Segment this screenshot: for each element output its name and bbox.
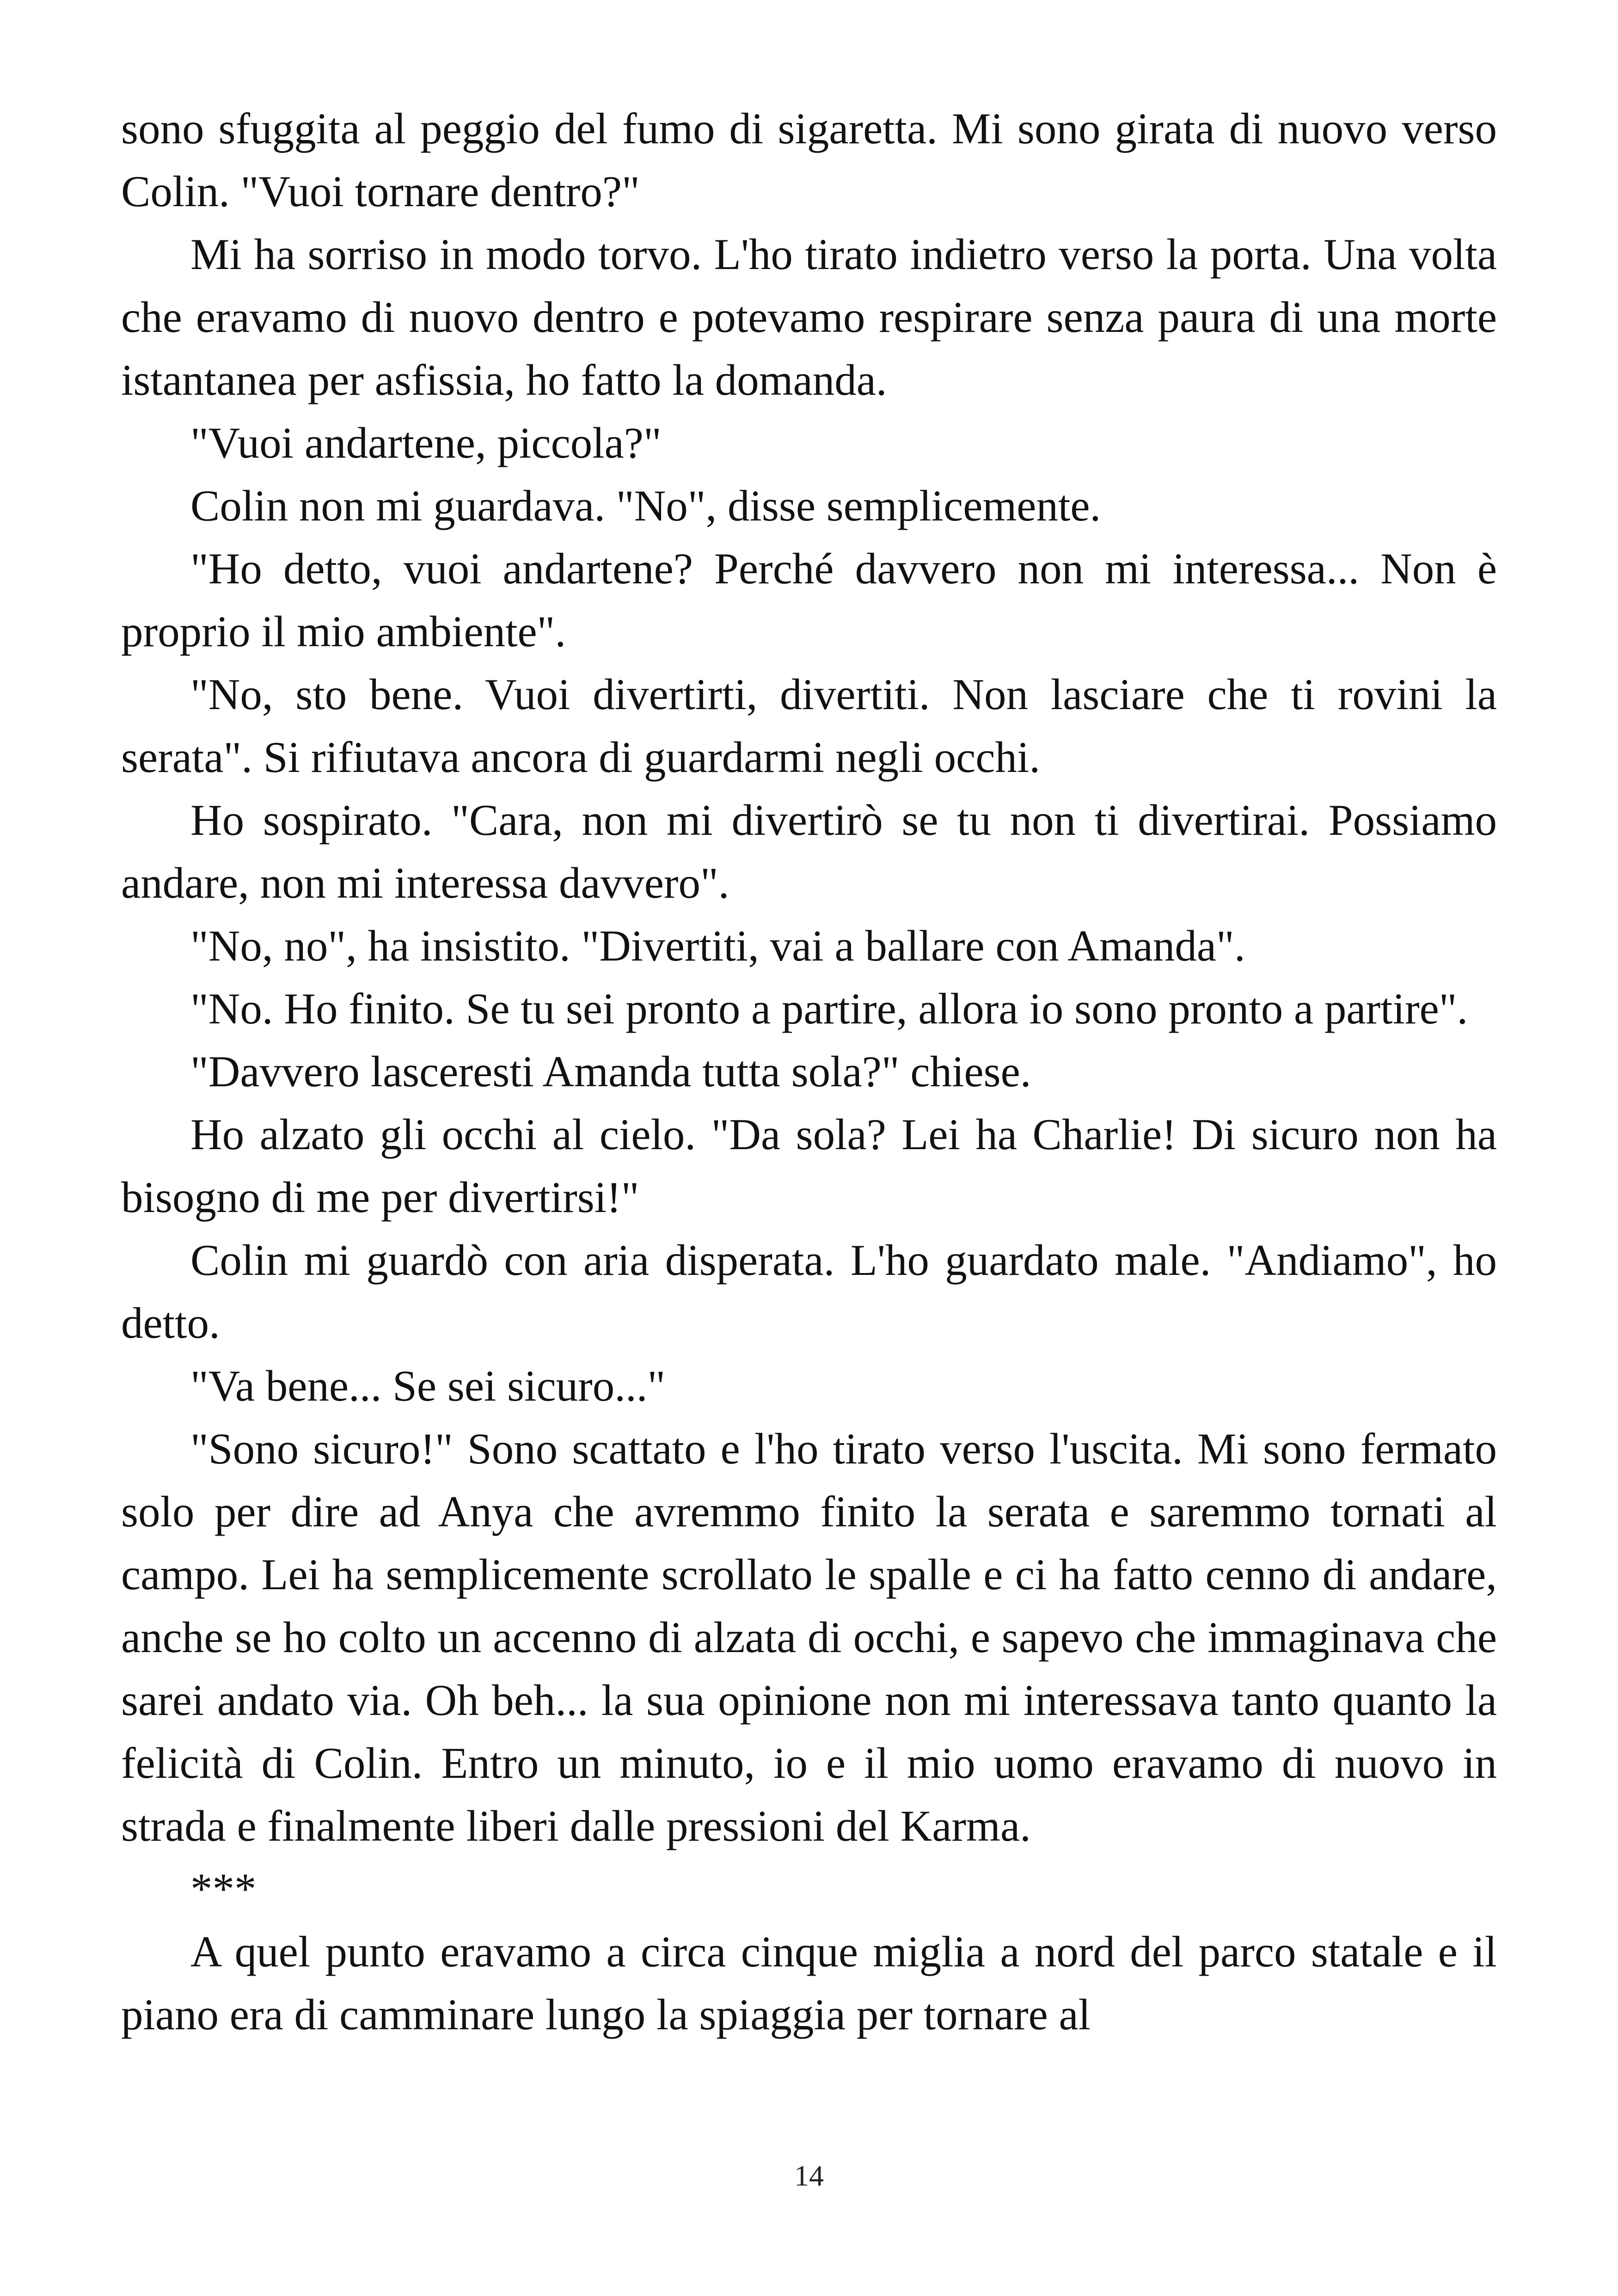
paragraph-5: "Ho detto, vuoi andartene? Perché davvero non mi interessa... Non è proprio il mio ambiente".: [121, 544, 1497, 656]
paragraph-9: "No. Ho finito. Se tu sei pronto a partire, allora io sono pronto a partire".: [190, 984, 1468, 1033]
paragraph-16: A quel punto eravamo a circa cinque miglia a nord del parco statale e il piano era di camminare lungo la spiaggia per tornare al: [121, 1927, 1497, 2039]
paragraph-6: "No, sto bene. Vuoi divertirti, divertiti. Non lasciare che ti rovini la serata". Si rifiutava ancora di guardarmi negli occhi.: [121, 670, 1497, 782]
paragraph-10: "Davvero lasceresti Amanda tutta sola?" chiese.: [190, 1047, 1031, 1096]
paragraph-13: "Va bene... Se sei sicuro...": [190, 1361, 666, 1410]
scene-break: ***: [190, 1864, 257, 1913]
paragraph-4: Colin non mi guardava. "No", disse semplicemente.: [190, 481, 1101, 530]
paragraph-14: "Sono sicuro!" Sono scattato e l'ho tirato verso l'uscita. Mi sono fermato solo per dire ad Anya che avremmo finito la serata e saremmo tornati al campo. Lei ha semplicemente scrollato le spalle e ci ha fatto cenno di andare, anche se ho colto un accenno di alzata di occhi, e sapevo che immaginava che sarei andato via. Oh beh... la sua opinione non mi interessava tanto quanto la felicità di Colin. Entro un minuto, io e il mio uomo eravamo di nuovo in strada e finalmente liberi dalle pressioni del Karma.: [121, 1424, 1497, 1850]
paragraph-11: Ho alzato gli occhi al cielo. "Da sola? Lei ha Charlie! Di sicuro non ha bisogno di me per divertirsi!": [121, 1110, 1497, 1222]
paragraph-3: "Vuoi andartene, piccola?": [190, 418, 662, 467]
paragraph-8: "No, no", ha insistito. "Divertiti, vai a ballare con Amanda".: [190, 921, 1245, 970]
paragraph-12: Colin mi guardò con aria disperata. L'ho guardato male. "Andiamo", ho detto.: [121, 1236, 1497, 1347]
paragraph-2: Mi ha sorriso in modo torvo. L'ho tirato indietro verso la porta. Una volta che eravamo di nuovo dentro e potevamo respirare senza paura di una morte istantanea per asfissia, ho fatto la domanda.: [121, 230, 1497, 404]
paragraph-7: Ho sospirato. "Cara, non mi divertirò se tu non ti divertirai. Possiamo andare, non mi interessa davvero".: [121, 796, 1497, 907]
page-body: [121, 97, 1497, 2046]
paragraph-1: sono sfuggita al peggio del fumo di sigaretta. Mi sono girata di nuovo verso Colin. "Vuoi tornare dentro?": [121, 104, 1497, 216]
page-number: 14: [794, 2159, 824, 2192]
